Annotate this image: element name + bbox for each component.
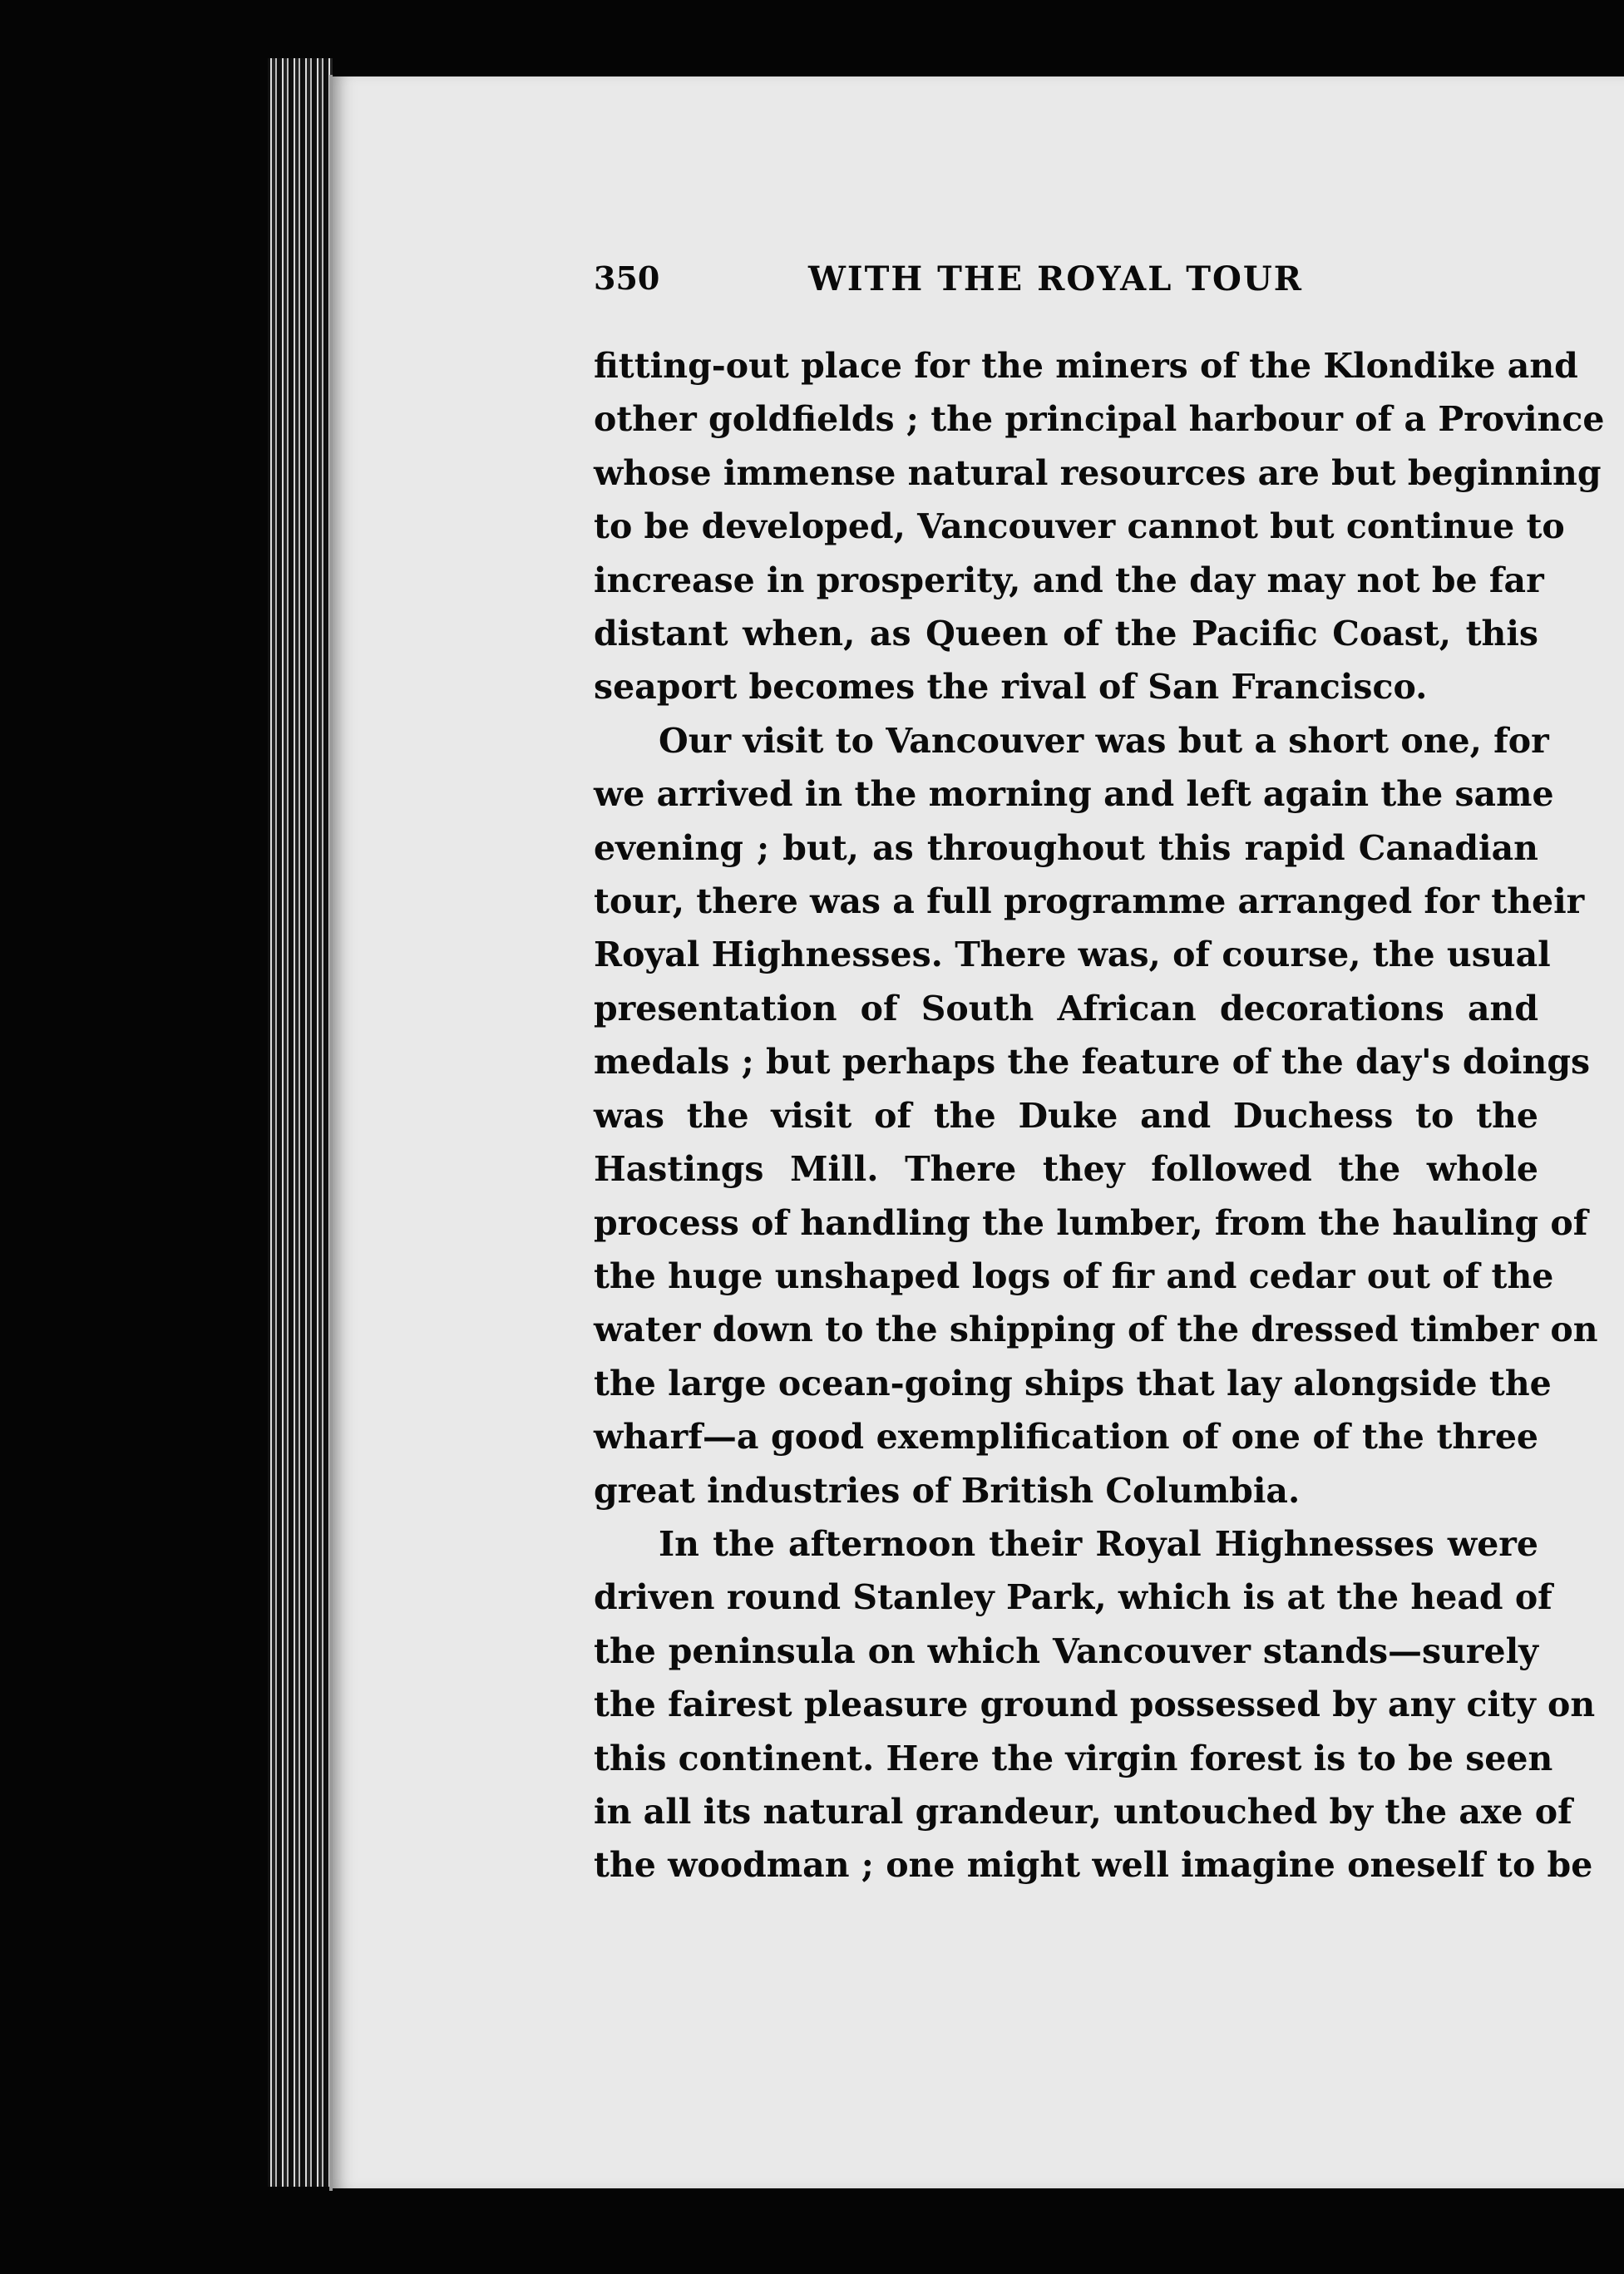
book-spine	[268, 58, 333, 2187]
page-header	[594, 259, 1550, 309]
text-line: the large ocean-going ships that lay alongside the	[594, 1363, 1552, 1403]
text-line: whose immense natural resources are but beginning	[594, 452, 1602, 493]
text-line: presentation of South African decorations and	[594, 988, 1538, 1028]
text-line: Our visit to Vancouver was but a short one, for	[659, 720, 1549, 761]
text-line: great industries of British Columbia.	[594, 1470, 1301, 1511]
text-line: this continent. Here the virgin forest is to be seen	[594, 1738, 1553, 1778]
text-line: was the visit of the Duke and Duchess to the	[594, 1095, 1538, 1136]
paragraph	[594, 714, 1598, 1517]
running-head: WITH THE ROYAL TOUR	[808, 259, 1303, 298]
paragraph	[594, 339, 1605, 714]
text-line: process of handling the lumber, from the hauling of	[594, 1202, 1588, 1243]
text-line: In the afternoon their Royal Highnesses were	[659, 1523, 1538, 1564]
text-line: in all its natural grandeur, untouched by the axe of	[594, 1791, 1572, 1832]
text-line: the peninsula on which Vancouver stands—surely	[594, 1630, 1538, 1671]
text-line: medals ; but perhaps the feature of the day's doings	[594, 1042, 1591, 1083]
body-text	[594, 339, 1605, 1892]
text-line: increase in prosperity, and the day may not be far	[594, 560, 1544, 600]
text-line: tour, there was a full programme arranged for their	[594, 881, 1585, 922]
text-line: other goldfields ; the principal harbour of a Province	[594, 399, 1605, 440]
text-line: the fairest pleasure ground possessed by any city on	[594, 1685, 1596, 1725]
text-line: fitting-out place for the miners of the Klondike and	[594, 346, 1578, 386]
page-number: 350	[594, 259, 660, 297]
text-line: distant when, as Queen of the Pacific Coast, this	[594, 614, 1538, 654]
text-line: Hastings Mill. There they followed the whole	[594, 1149, 1538, 1190]
text-line: water down to the shipping of the dressed timber on	[594, 1310, 1598, 1350]
text-line: the huge unshaped logs of fir and cedar out of the	[594, 1255, 1554, 1296]
text-line: seaport becomes the rival of San Francisco.	[594, 667, 1428, 708]
text-line: the woodman ; one might well imagine oneself to be	[594, 1845, 1593, 1886]
text-line: evening ; but, as throughout this rapid Canadian	[594, 827, 1538, 868]
text-line: driven round Stanley Park, which is at the head of	[594, 1577, 1552, 1618]
text-line: Royal Highnesses. There was, of course, the usual	[594, 935, 1551, 975]
text-line: to be developed, Vancouver cannot but continue to	[594, 506, 1565, 547]
text-line: we arrived in the morning and left again the same	[594, 774, 1554, 815]
paragraph	[594, 1517, 1596, 1892]
text-line: wharf—a good exemplification of one of the three	[594, 1417, 1538, 1458]
